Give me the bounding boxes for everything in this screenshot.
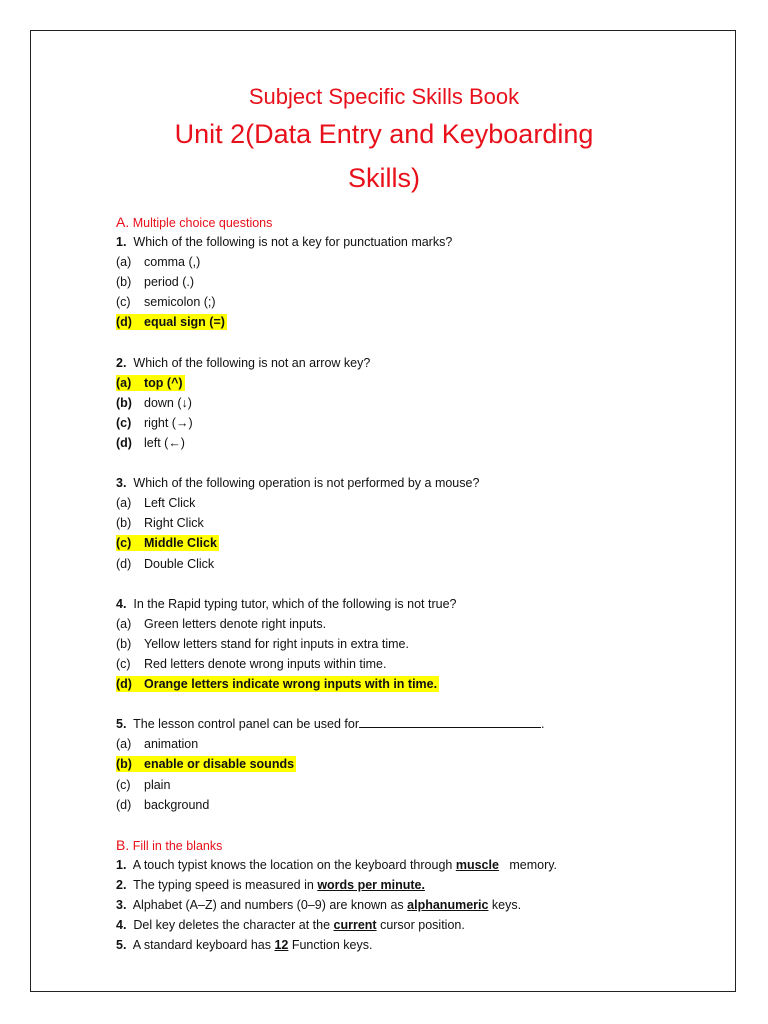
fill-blank-item: 4. Del key deletes the character at the current cursor position. — [116, 918, 465, 933]
answer-highlight: (d) equal sign (=) — [116, 315, 225, 330]
answer-highlight: (b) enable or disable sounds — [116, 757, 295, 772]
option-correct — [116, 373, 716, 393]
fill-answer: words per minute. — [317, 877, 425, 892]
option-correct — [116, 754, 716, 774]
question-3: 3. Which of the following operation is not performed by a mouse? — [116, 476, 480, 491]
option: (d) Double Click — [116, 556, 215, 571]
option: (b) Yellow letters stand for right inputs in extra time. — [116, 636, 409, 651]
section-a-heading: A. Multiple choice questions — [116, 214, 273, 230]
option: (a) Left Click — [116, 496, 196, 511]
option: (c) semicolon (;) — [116, 295, 216, 310]
question-4: 4. In the Rapid typing tutor, which of the following is not true? — [116, 596, 457, 611]
fill-answer: alphanumeric — [407, 898, 489, 912]
answer-highlight: (c) Middle Click — [116, 536, 217, 551]
question-1: 1. Which of the following is not a key for punctuation marks? — [116, 235, 453, 249]
fill-answer: 12 — [274, 938, 289, 953]
option: (a) animation — [116, 737, 199, 752]
option: (c) plain — [116, 777, 171, 792]
option: (a) Green letters denote right inputs. — [116, 616, 327, 631]
fill-blank-item: 3. Alphabet (A–Z) and numbers (0–9) are known as alphanumeric keys. — [116, 898, 522, 912]
section-b-heading: B. Fill in the blanks — [116, 836, 223, 853]
fill-blank-item: 5. A standard keyboard has 12 Function keys. — [116, 938, 373, 953]
book-title: Subject Specific Skills Book — [248, 84, 520, 109]
option-correct — [116, 312, 716, 332]
option: (c) right (→) — [116, 415, 193, 430]
option: (a) comma (,) — [116, 255, 201, 270]
option: (d) left (←) — [116, 435, 185, 450]
document-body — [116, 212, 716, 955]
option: (d) background — [116, 797, 210, 812]
answer-highlight: (d) Orange letters indicate wrong inputs with in time. — [116, 677, 438, 692]
option: (b) period (.) — [116, 275, 195, 290]
fill-answer: muscle — [455, 857, 499, 872]
question-5: 5. The lesson control panel can be used for . — [116, 717, 545, 732]
option-correct — [116, 533, 716, 553]
unit-title-line1: Unit 2(Data Entry and Keyboarding — [174, 119, 594, 149]
fill-blank-item: 2. The typing speed is measured in words per minute. — [116, 877, 425, 892]
option: (b) down (↓) — [116, 395, 192, 410]
option-correct — [116, 674, 716, 694]
question-2: 2. Which of the following is not an arrow key? — [116, 355, 371, 370]
answer-blank — [359, 715, 541, 728]
option: (c) Red letters denote wrong inputs within time. — [116, 656, 387, 671]
fill-answer: current — [333, 918, 377, 933]
unit-title-line2: Skills) — [348, 163, 420, 193]
option: (b) Right Click — [116, 516, 204, 531]
answer-highlight: (a) top (^) — [116, 375, 183, 390]
fill-blank-item: 1. A touch typist knows the location on the keyboard through muscle memory. — [116, 857, 558, 872]
